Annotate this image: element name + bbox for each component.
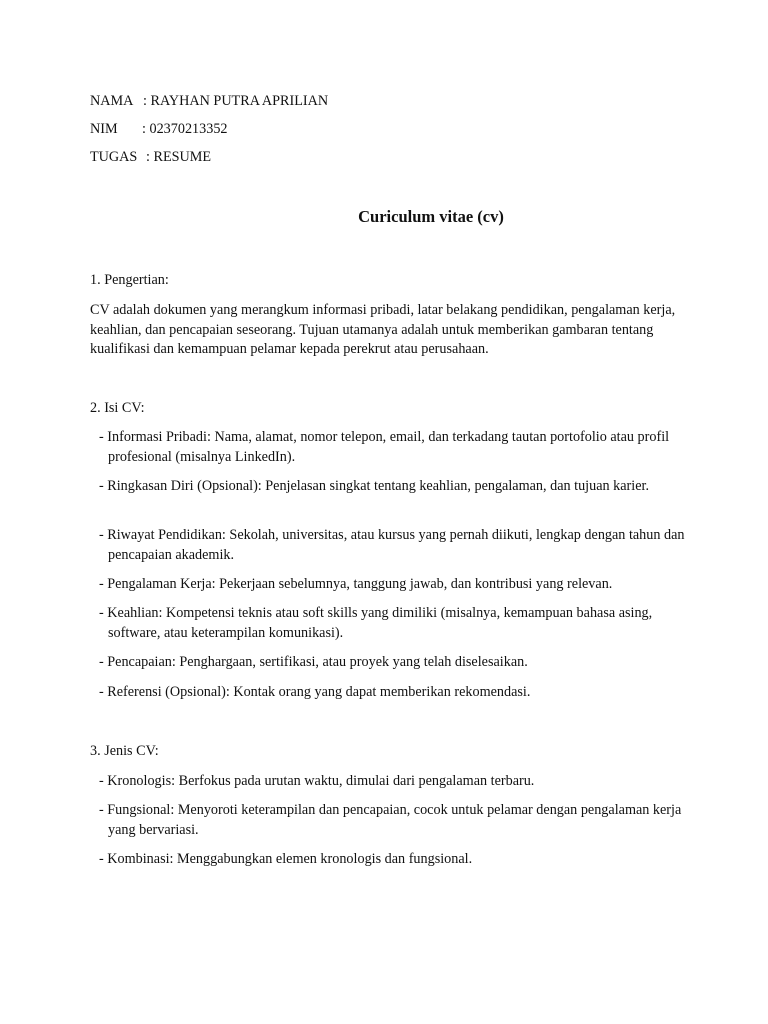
tugas-label: TUGAS	[90, 149, 138, 165]
document-title: Curiculum vitae (cv)	[358, 207, 504, 226]
list-item: - Pengalaman Kerja: Pekerjaan sebelumnya, tanggung jawab, dan kontribusi yang relevan.	[99, 576, 613, 592]
list-item: - Referensi (Opsional): Kontak orang yang dapat memberikan rekomendasi.	[99, 684, 531, 700]
list-item: - Kombinasi: Menggabungkan elemen kronologis dan fungsional.	[99, 851, 473, 867]
header-nim-line	[90, 120, 228, 140]
pengertian-paragraph: CV adalah dokumen yang merangkum informasi pribadi, latar belakang pendidikan, pengalaman kerja, keahlian, dan pencapaian seseorang. Tujuan utamanya adalah untuk memberikan gambaran tentang kualifikasi dan kemampuan pelamar kepada perekrut atau perusahaan.	[90, 302, 676, 357]
list-item: - Ringkasan Diri (Opsional): Penjelasan singkat tentang keahlian, pengalaman, dan tujuan karier.	[99, 478, 650, 494]
nim-value: : 02370213352	[142, 121, 228, 137]
nama-value: : RAYHAN PUTRA APRILIAN	[143, 93, 329, 109]
tugas-value: : RESUME	[146, 149, 212, 165]
nim-label: NIM	[90, 121, 118, 137]
section-heading-jenis-cv: 3. Jenis CV:	[90, 743, 159, 759]
list-item: - Keahlian: Kompetensi teknis atau soft skills yang dimiliki (misalnya, kemampuan bahasa asing, software, atau keterampilan komunikasi).	[99, 605, 653, 641]
list-item: - Informasi Pribadi: Nama, alamat, nomor telepon, email, dan terkadang tautan portofolio atau profil profesional (misalnya LinkedIn).	[99, 429, 670, 465]
section-heading-pengertian: 1. Pengertian:	[90, 272, 169, 288]
list-item: - Fungsional: Menyoroti keterampilan dan pencapaian, cocok untuk pelamar dengan pengalaman kerja yang bervariasi.	[99, 802, 682, 838]
header-nama-line	[90, 92, 329, 112]
nama-label: NAMA	[90, 93, 134, 109]
header-tugas-line	[90, 148, 212, 168]
section-heading-isi-cv: 2. Isi CV:	[90, 400, 145, 416]
list-item: - Kronologis: Berfokus pada urutan waktu, dimulai dari pengalaman terbaru.	[99, 773, 535, 789]
list-item: - Riwayat Pendidikan: Sekolah, universitas, atau kursus yang pernah diikuti, lengkap dengan tahun dan pencapaian akademik.	[99, 527, 685, 563]
list-item: - Pencapaian: Penghargaan, sertifikasi, atau proyek yang telah diselesaikan.	[99, 654, 528, 670]
